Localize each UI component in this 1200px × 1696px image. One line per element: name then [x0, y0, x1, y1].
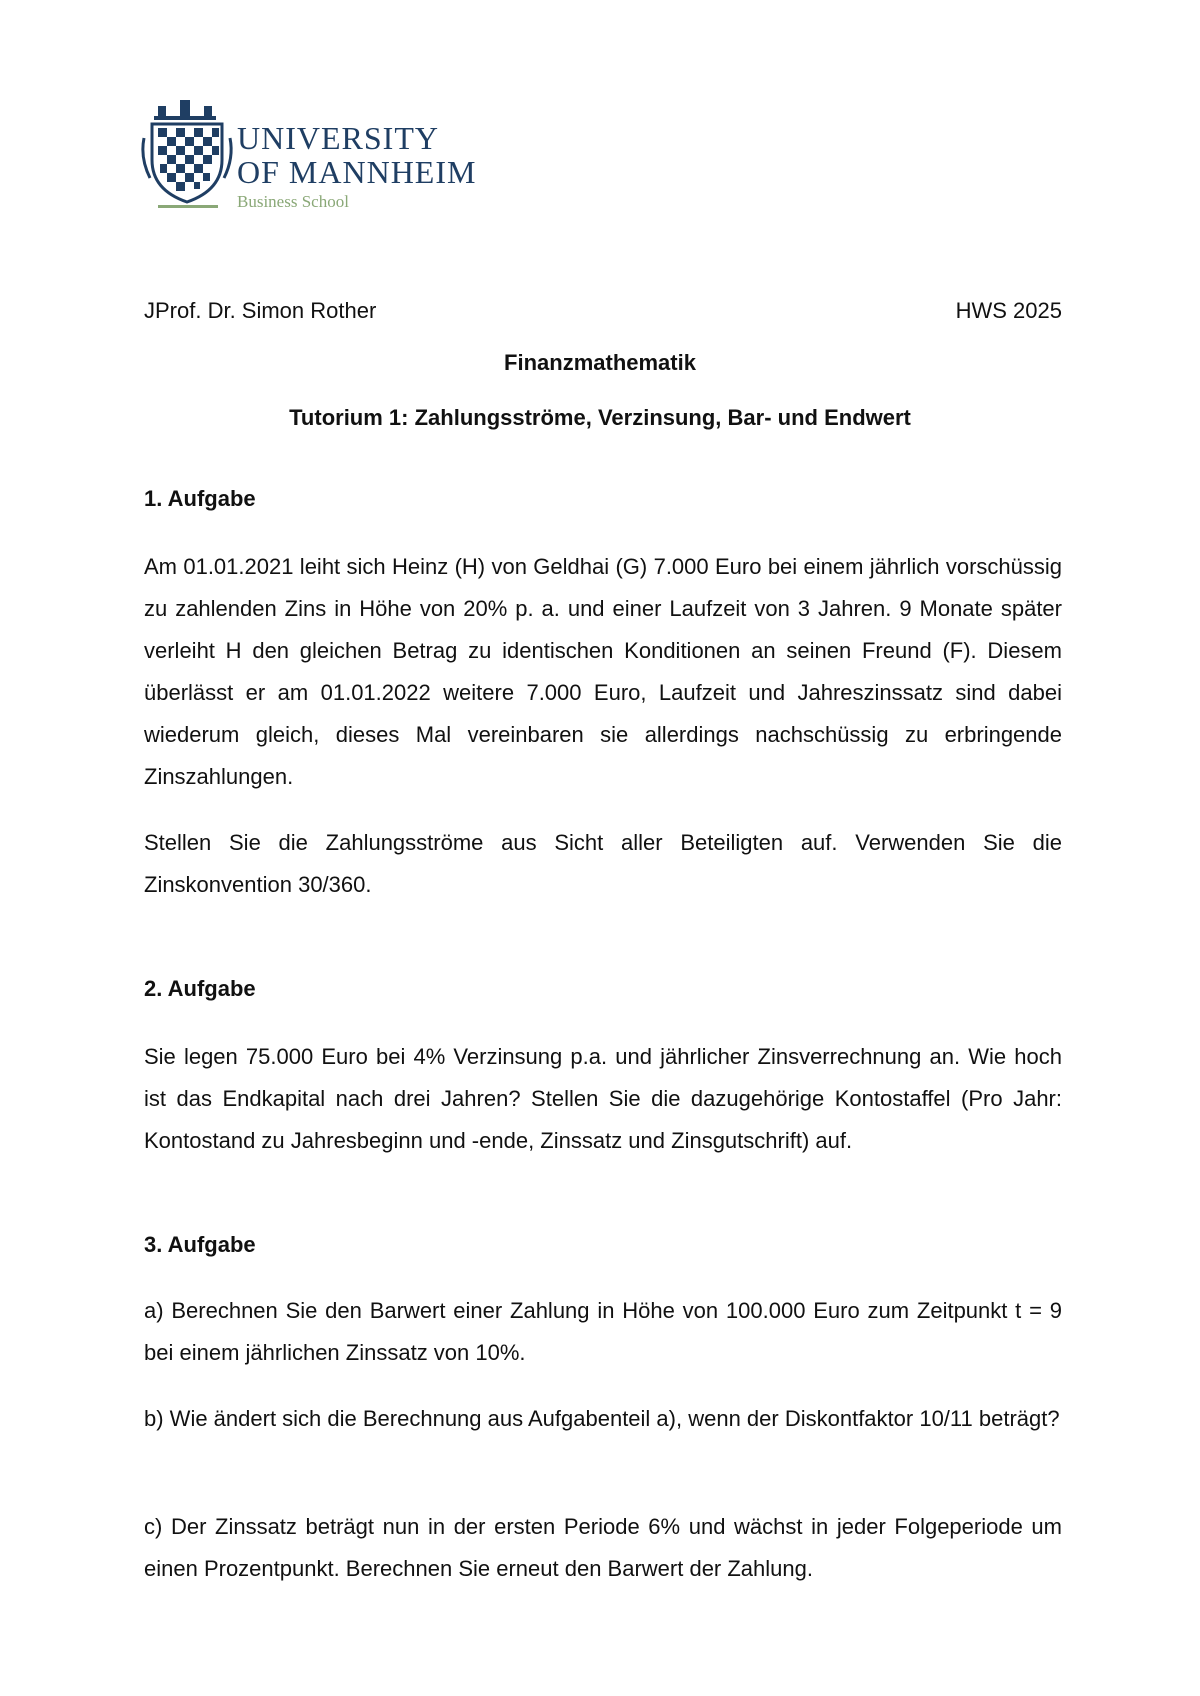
tutorial-title: Tutorium 1: Zahlungsströme, Verzinsung, Bar- und Endwert	[289, 405, 911, 430]
task-3-heading: 3. Aufgabe	[144, 1232, 256, 1257]
logo-line-university: UNIVERSITY	[237, 120, 439, 156]
university-logo	[140, 98, 540, 218]
task-2-paragraph-1: Sie legen 75.000 Euro bei 4% Verzinsung p.a. und jährlicher Zinsverrechnung an. Wie hoch ist das Endkapital nach drei Jahren? Stellen Sie die dazugehörige Kontostaffel (Pro Jahr: Kontostand zu Jahresbeginn und -ende, Zinssatz und Zinsgutschrift) auf.	[144, 1044, 1062, 1153]
task-1-paragraph-2: Stellen Sie die Zahlungsströme aus Sicht aller Beteiligten auf. Verwenden Sie die Zinskonvention 30/360.	[144, 830, 1062, 897]
course-title: Finanzmathematik	[504, 350, 696, 375]
task-2-heading: 2. Aufgabe	[144, 976, 256, 1001]
logo-line-mannheim: OF MANNHEIM	[237, 154, 477, 190]
semester-label: HWS 2025	[955, 298, 1062, 323]
document-header	[144, 298, 1062, 328]
task-3-part-b: b) Wie ändert sich die Berechnung aus Aufgabenteil a), wenn der Diskontfaktor 10/11 beträgt?	[144, 1406, 1060, 1431]
task-3-part-a: a) Berechnen Sie den Barwert einer Zahlung in Höhe von 100.000 Euro zum Zeitpunkt t = 9 bei einem jährlichen Zinssatz von 10%.	[144, 1298, 1062, 1365]
logo-accent-rule	[158, 205, 218, 208]
logo-business-school: Business School	[237, 192, 349, 211]
task-3-part-c: c) Der Zinssatz beträgt nun in der ersten Periode 6% und wächst in jeder Folgeperiode um einen Prozentpunkt. Berechnen Sie erneut den Barwert der Zahlung.	[144, 1514, 1062, 1581]
task-1-heading: 1. Aufgabe	[144, 486, 256, 511]
task-1-paragraph-1: Am 01.01.2021 leiht sich Heinz (H) von Geldhai (G) 7.000 Euro bei einem jährlich vorschüssig zu zahlenden Zins in Höhe von 20% p. a. und einer Laufzeit von 3 Jahren. 9 Monate später verleiht H den gleichen Betrag zu identischen Konditionen an seinen Freund (F). Diesem überlässt er am 01.01.2022 weitere 7.000 Euro, Laufzeit und Jahreszinssatz sind dabei wiederum gleich, dieses Mal vereinbaren sie allerdings nachschüssig zu erbringende Zinszahlungen.	[144, 554, 1062, 789]
crest-icon	[140, 98, 240, 216]
author-name: JProf. Dr. Simon Rother	[144, 298, 377, 323]
